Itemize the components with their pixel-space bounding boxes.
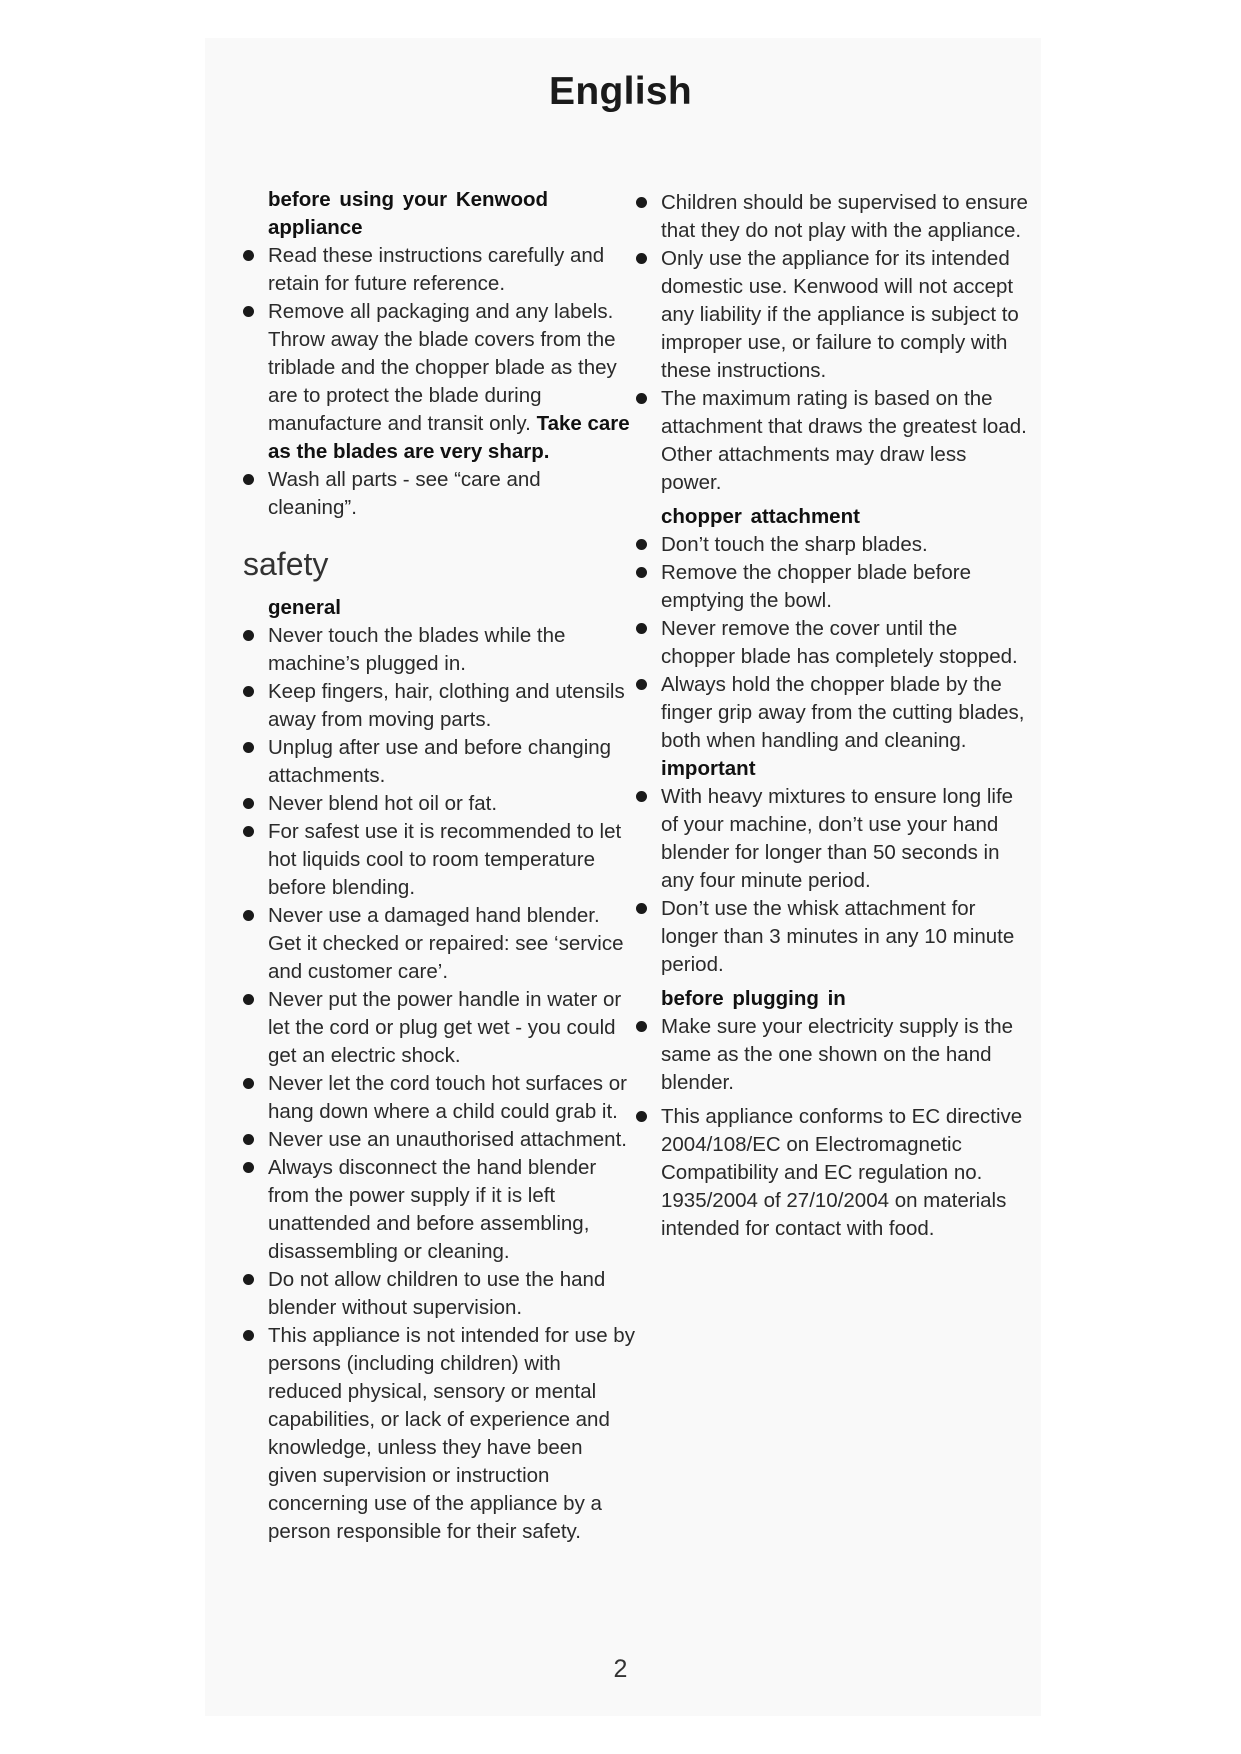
list-item: Always disconnect the hand blender from the power supply if it is left unattended and before assembling, disassembling or cleaning. bbox=[243, 1154, 635, 1266]
list-item: Don’t use the whisk attachment for longer than 3 minutes in any 10 minute period. bbox=[636, 895, 1028, 979]
right-column bbox=[636, 189, 1028, 1243]
page-title: English bbox=[549, 70, 692, 113]
list-item: Never use an unauthorised attachment. bbox=[243, 1126, 635, 1154]
page-number: 2 bbox=[613, 1655, 628, 1683]
before-using-heading: before using your Kenwood appliance bbox=[268, 188, 549, 239]
conformity-statement: This appliance conforms to EC directive 2004/108/EC on Electromagnetic Compatibility and EC regulation no. 1935/2004 of 27/10/2004 on materials intended for contact with food. bbox=[636, 1103, 1028, 1243]
list-item: Make sure your electricity supply is the same as the one shown on the hand blender. bbox=[636, 1013, 1028, 1097]
list-item: Do not allow children to use the hand blender without supervision. bbox=[243, 1266, 635, 1322]
before-plugging-heading: before plugging in bbox=[661, 987, 846, 1010]
important-heading: important bbox=[661, 757, 756, 780]
list-item: Wash all parts - see “care and cleaning”. bbox=[243, 466, 635, 522]
list-item: Never blend hot oil or fat. bbox=[243, 790, 635, 818]
list-item: Never remove the cover until the chopper blade has completely stopped. bbox=[636, 615, 1028, 671]
list-item: Never touch the blades while the machine’s plugged in. bbox=[243, 622, 635, 678]
safety-title: safety bbox=[243, 546, 329, 582]
list-item: Children should be supervised to ensure that they do not play with the appliance. bbox=[636, 189, 1028, 245]
list-item: Remove all packaging and any labels. Throw away the blade covers from the triblade and the chopper blade as they are to protect the blade during manufacture and transit only. Take care as the blades are very sharp. bbox=[243, 298, 635, 466]
left-column bbox=[243, 186, 635, 1546]
list-item: For safest use it is recommended to let hot liquids cool to room temperature before blending. bbox=[243, 818, 635, 902]
list-item: Unplug after use and before changing attachments. bbox=[243, 734, 635, 790]
list-item: Keep fingers, hair, clothing and utensils away from moving parts. bbox=[243, 678, 635, 734]
list-item: The maximum rating is based on the attachment that draws the greatest load. Other attachments may draw less power. bbox=[636, 385, 1028, 497]
list-item: With heavy mixtures to ensure long life of your machine, don’t use your hand blender for longer than 50 seconds in any four minute period. bbox=[636, 783, 1028, 895]
list-item: Always hold the chopper blade by the finger grip away from the cutting blades, both when handling and cleaning. bbox=[636, 671, 1028, 755]
list-item: Never put the power handle in water or let the cord or plug get wet - you could get an electric shock. bbox=[243, 986, 635, 1070]
sharp-blades-warning: Take care as the blades are very sharp. bbox=[268, 412, 630, 463]
list-item: Never let the cord touch hot surfaces or hang down where a child could grab it. bbox=[243, 1070, 635, 1126]
list-item: Never use a damaged hand blender. Get it checked or repaired: see ‘service and customer care’. bbox=[243, 902, 635, 986]
list-item: Only use the appliance for its intended domestic use. Kenwood will not accept any liability if the appliance is subject to improper use, or failure to comply with these instructions. bbox=[636, 245, 1028, 385]
list-item: Read these instructions carefully and retain for future reference. bbox=[243, 242, 635, 298]
chopper-attachment-heading: chopper attachment bbox=[661, 505, 860, 528]
list-item: This appliance is not intended for use by persons (including children) with reduced physical, sensory or mental capabilities, or lack of experience and knowledge, unless they have been given supervision or instruction concerning use of the appliance by a person responsible for their safety. bbox=[243, 1322, 635, 1546]
list-item: Remove the chopper blade before emptying the bowl. bbox=[636, 559, 1028, 615]
general-heading: general bbox=[268, 596, 341, 619]
list-item: Don’t touch the sharp blades. bbox=[636, 531, 1028, 559]
